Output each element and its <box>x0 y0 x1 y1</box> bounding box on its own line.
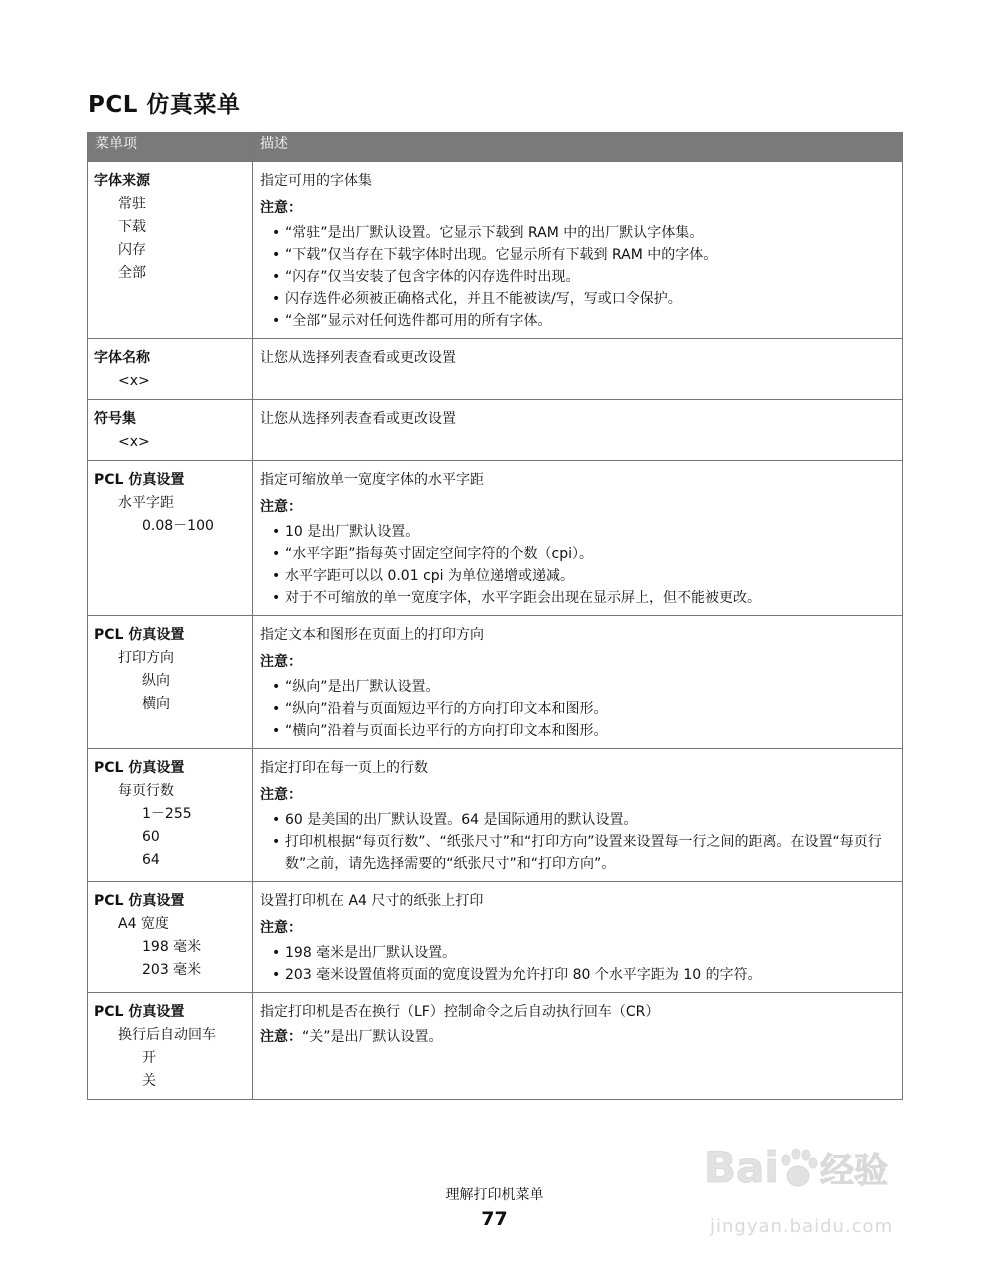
menu-value: 60 <box>142 829 160 845</box>
svg-text:Bai: Bai <box>704 1143 779 1192</box>
menu-item-cell <box>88 461 253 616</box>
notes-list <box>260 942 896 986</box>
note-item: • 203 毫米设置值将页面的宽度设置为允许打印 80 个水平字距为 10 的字符。 <box>285 964 896 986</box>
menu-value: 关 <box>142 1073 156 1089</box>
watermark-url: jingyan.baidu.com <box>710 1216 894 1237</box>
menu-option: 打印方向 <box>118 650 174 666</box>
menu-value: 198 毫米 <box>142 939 202 955</box>
menu-item-cell <box>88 993 253 1100</box>
note-item: • 60 是美国的出厂默认设置。64 是国际通用的默认设置。 <box>285 809 896 831</box>
note-item: • “闪存”仅当安装了包含字体的闪存选件时出现。 <box>285 266 896 288</box>
menu-value: 开 <box>142 1050 156 1066</box>
description-cell <box>253 993 903 1100</box>
menu-item-name: 字体来源 <box>94 173 150 189</box>
menu-option: 常驻 <box>118 196 146 212</box>
page-title: PCL 仿真菜单 <box>88 92 241 118</box>
description-cell <box>253 749 903 882</box>
description-text: 指定打印在每一页上的行数 <box>260 760 428 776</box>
page-number: 77 <box>481 1208 508 1230</box>
menu-option: 下载 <box>118 219 146 235</box>
note-item: • “常驻”是出厂默认设置。它显示下载到 RAM 中的出厂默认字体集。 <box>285 222 896 244</box>
note-label: 注意： <box>260 499 302 515</box>
menu-option: 全部 <box>118 265 146 281</box>
menu-option: <x> <box>118 434 150 450</box>
notes-list <box>260 521 896 609</box>
menu-value: 203 毫米 <box>142 962 202 978</box>
table-row <box>88 993 903 1100</box>
svg-text:经验: 经验 <box>820 1151 888 1191</box>
menu-item-cell <box>88 400 253 461</box>
menu-option: 换行后自动回车 <box>118 1027 216 1043</box>
footer-section-title: 理解打印机菜单 <box>445 1187 544 1203</box>
note-label: 注意： <box>260 200 302 216</box>
menu-item-name: 符号集 <box>94 411 136 427</box>
notes-list <box>260 676 896 742</box>
menu-value: 横向 <box>142 696 170 712</box>
table-row <box>88 749 903 882</box>
note-text: “关”是出厂默认设置。 <box>302 1029 443 1045</box>
inline-note <box>260 1026 896 1049</box>
menu-item-name: PCL 仿真设置 <box>94 1004 185 1020</box>
note-item: • “水平字距”指每英寸固定空间字符的个数（cpi）。 <box>285 543 896 565</box>
menu-value: 纵向 <box>142 673 170 689</box>
menu-option: 水平字距 <box>118 495 174 511</box>
note-item: • “纵向”沿着与页面短边平行的方向打印文本和图形。 <box>285 698 896 720</box>
description-cell <box>253 162 903 339</box>
menu-item-name: 字体名称 <box>94 350 150 366</box>
note-item: • “横向”沿着与页面长边平行的方向打印文本和图形。 <box>285 720 896 742</box>
menu-option: 闪存 <box>118 242 146 258</box>
menu-item-cell <box>88 616 253 749</box>
menu-value: 0.08－100 <box>142 518 214 534</box>
menu-item-cell <box>88 749 253 882</box>
description-cell <box>253 461 903 616</box>
description-text: 设置打印机在 A4 尺寸的纸张上打印 <box>260 893 484 909</box>
note-label: 注意： <box>260 654 302 670</box>
note-item: • “下载”仅当存在下载字体时出现。它显示所有下载到 RAM 中的字体。 <box>285 244 896 266</box>
note-item: • “纵向”是出厂默认设置。 <box>285 676 896 698</box>
menu-value: 64 <box>142 852 160 868</box>
note-item: • 198 毫米是出厂默认设置。 <box>285 942 896 964</box>
table-row <box>88 400 903 461</box>
description-text: 指定可缩放单一宽度字体的水平字距 <box>260 472 484 488</box>
note-item: • 对于不可缩放的单一宽度字体，水平字距会出现在显示屏上，但不能被更改。 <box>285 587 896 609</box>
table-header-row <box>88 133 903 162</box>
watermark <box>700 1130 930 1250</box>
menu-option: A4 宽度 <box>118 916 169 932</box>
menu-option: 每页行数 <box>118 783 174 799</box>
table-row <box>88 616 903 749</box>
description-cell <box>253 400 903 461</box>
description-text: 让您从选择列表查看或更改设置 <box>260 350 456 366</box>
description-text: 让您从选择列表查看或更改设置 <box>260 411 456 427</box>
description-text: 指定文本和图形在页面上的打印方向 <box>260 627 484 643</box>
note-item: • 水平字距可以以 0.01 cpi 为单位递增或递减。 <box>285 565 896 587</box>
note-item: • 打印机根据“每页行数”、“纸张尺寸”和“打印方向”设置来设置每一行之间的距离。在设置“每页行数”之前，请先选择需要的“纸张尺寸”和“打印方向”。 <box>285 831 896 875</box>
menu-item-name: PCL 仿真设置 <box>94 893 185 909</box>
note-item: • “全部”显示对任何选件都可用的所有字体。 <box>285 310 896 332</box>
note-label: 注意： <box>260 787 302 803</box>
note-label: 注意： <box>260 920 302 936</box>
menu-item-name: PCL 仿真设置 <box>94 760 185 776</box>
table-row <box>88 162 903 339</box>
baidu-jingyan-logo-icon <box>700 1130 930 1210</box>
table-row <box>88 882 903 993</box>
menu-item-cell <box>88 339 253 400</box>
header-description: 描述 <box>253 133 903 162</box>
menu-option: <x> <box>118 373 150 389</box>
note-item: • 10 是出厂默认设置。 <box>285 521 896 543</box>
description-text: 指定可用的字体集 <box>260 173 372 189</box>
notes-list <box>260 809 896 875</box>
menu-item-name: PCL 仿真设置 <box>94 627 185 643</box>
menu-table <box>87 132 903 1100</box>
description-cell <box>253 882 903 993</box>
description-text: 指定打印机是否在换行（LF）控制命令之后自动执行回车（CR） <box>260 1004 660 1020</box>
note-item: • 闪存选件必须被正确格式化，并且不能被读/写，写或口令保护。 <box>285 288 896 310</box>
notes-list <box>260 222 896 332</box>
menu-item-cell <box>88 162 253 339</box>
description-cell <box>253 616 903 749</box>
header-menu-item: 菜单项 <box>88 133 253 162</box>
menu-item-name: PCL 仿真设置 <box>94 472 185 488</box>
table-row <box>88 461 903 616</box>
description-cell <box>253 339 903 400</box>
table-row <box>88 339 903 400</box>
menu-value: 1－255 <box>142 806 192 822</box>
note-label: 注意： <box>260 1029 302 1045</box>
menu-item-cell <box>88 882 253 993</box>
